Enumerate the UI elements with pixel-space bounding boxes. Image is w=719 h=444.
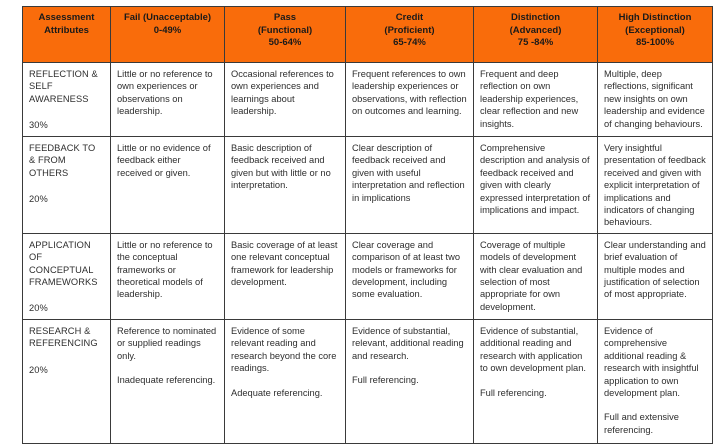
criteria-text: Reference to nominated or supplied readings only. — [117, 325, 217, 361]
criteria-text: Basic description of feedback received and given but with little or no interpretation. — [231, 143, 331, 191]
criteria-cell — [474, 233, 598, 319]
criteria-cell — [225, 63, 346, 137]
criteria-text: Adequate referencing. — [231, 387, 323, 398]
attribute-name: FEEDBACK TO & FROM OTHERS — [29, 143, 96, 178]
column-header-line: Pass — [273, 12, 297, 23]
attribute-cell — [23, 233, 111, 319]
table-row — [23, 319, 713, 443]
criteria-text: Full referencing. — [480, 387, 547, 398]
table-row — [23, 63, 713, 137]
attribute-cell — [23, 137, 111, 234]
criteria-text: Inadequate referencing. — [117, 375, 216, 386]
criteria-cell — [225, 233, 346, 319]
attribute-name: RESEARCH & REFERENCING — [29, 325, 98, 349]
criteria-text: Little or no reference to the conceptual frameworks or theoretical models of leadership. — [117, 239, 213, 300]
rubric-container — [22, 6, 712, 444]
criteria-cell — [598, 137, 713, 234]
column-header-line: Fail (Unacceptable) — [123, 12, 212, 23]
attribute-cell — [23, 63, 111, 137]
criteria-cell — [598, 233, 713, 319]
attribute-weight: 20% — [29, 364, 48, 375]
criteria-cell — [111, 233, 225, 319]
criteria-text: Clear description of feedback received and given with useful interpretation and reflection in implications — [352, 143, 465, 203]
criteria-cell — [346, 63, 474, 137]
table-body — [23, 63, 713, 444]
criteria-cell — [111, 63, 225, 137]
attribute-weight: 20% — [29, 303, 48, 314]
criteria-text: Comprehensive description and analysis of feedback received and given with clearly expressed interpretation of implications and impact. — [480, 143, 591, 216]
column-header-line: Credit — [395, 12, 424, 23]
table-row — [23, 137, 713, 234]
criteria-cell — [346, 319, 474, 443]
criteria-text: Evidence of substantial, additional reading and research with application to own development plan. — [480, 325, 586, 374]
criteria-text: Coverage of multiple models of development with clear evaluation and selection of most appropriate for own development. — [480, 239, 583, 312]
criteria-text: Occasional references to own experiences and learnings about leadership. — [231, 69, 334, 117]
column-header-line: (Exceptional) — [625, 24, 685, 36]
column-header-line: Assessment — [38, 12, 95, 23]
column-header-line: (Functional) — [257, 24, 313, 36]
criteria-text: Clear understanding and brief evaluation of multiple modes and justification of selection of most appropriate. — [604, 239, 706, 300]
criteria-text: Frequent and deep reflection on own leadership experiences, clear reflection and new insights. — [480, 69, 579, 129]
column-header-line: Distinction — [510, 12, 561, 23]
column-header-line: High Distinction — [618, 12, 692, 23]
column-header-distinction — [474, 7, 598, 63]
criteria-text: Evidence of some relevant reading and research beyond the core readings. — [231, 325, 337, 374]
column-header-line: Attributes — [44, 24, 89, 36]
criteria-text: Evidence of comprehensive additional reading & research with insightful application to own development plan. — [604, 325, 699, 398]
criteria-text: Clear coverage and comparison of at least two models or frameworks for development, including some evaluation. — [352, 239, 460, 300]
attribute-cell — [23, 319, 111, 443]
attribute-name: APPLICATION OF CONCEPTUAL FRAMEWORKS — [29, 239, 98, 288]
criteria-text: Full referencing. — [352, 375, 419, 386]
criteria-text: Basic coverage of at least one relevant conceptual framework for leadership development. — [231, 239, 338, 288]
criteria-cell — [111, 319, 225, 443]
criteria-cell — [111, 137, 225, 234]
criteria-cell — [474, 137, 598, 234]
criteria-cell — [225, 319, 346, 443]
criteria-text: Frequent references to own leadership experiences or observations, with reflection on outcomes and learning. — [352, 69, 467, 117]
criteria-cell — [346, 137, 474, 234]
column-header-line: 65-74% — [393, 37, 426, 48]
column-header-credit — [346, 7, 474, 63]
column-header-line: (Proficient) — [384, 24, 435, 36]
table-row — [23, 233, 713, 319]
column-header-line: 50-64% — [268, 37, 302, 48]
criteria-cell — [474, 63, 598, 137]
column-header-pass — [225, 7, 346, 63]
assessment-rubric-table — [22, 6, 713, 444]
criteria-cell — [474, 319, 598, 443]
criteria-text: Evidence of substantial, relevant, additional reading and research. — [352, 325, 464, 361]
criteria-cell — [346, 233, 474, 319]
criteria-text: Multiple, deep reflections, significant new insights on own leadership and evidence of changing behaviours. — [604, 69, 705, 129]
header-row — [23, 7, 713, 63]
column-header-line: 0-49% — [153, 24, 182, 36]
criteria-text: Little or no evidence of feedback either received or given. — [117, 143, 211, 178]
criteria-cell — [225, 137, 346, 234]
criteria-cell — [598, 63, 713, 137]
column-header-line: 85-100% — [635, 37, 675, 48]
column-header-high-distinction — [598, 7, 713, 63]
attribute-weight: 30% — [29, 120, 48, 131]
criteria-text: Very insightful presentation of feedback received and given with explicit interpretation of implications and indicators of changing behaviours. — [604, 143, 706, 228]
criteria-text: Full and extensive referencing. — [604, 412, 679, 435]
column-header-fail — [111, 7, 225, 63]
column-header-line: (Advanced) — [509, 24, 562, 36]
column-header-line: 75 -84% — [517, 37, 554, 48]
attribute-weight: 20% — [29, 194, 48, 205]
table-header — [23, 7, 713, 63]
criteria-cell — [598, 319, 713, 443]
column-header-assessment-attributes — [23, 7, 111, 63]
criteria-text: Little or no reference to own experiences or observations on leadership. — [117, 69, 213, 117]
attribute-name: REFLECTION & SELF AWARENESS — [29, 69, 98, 104]
